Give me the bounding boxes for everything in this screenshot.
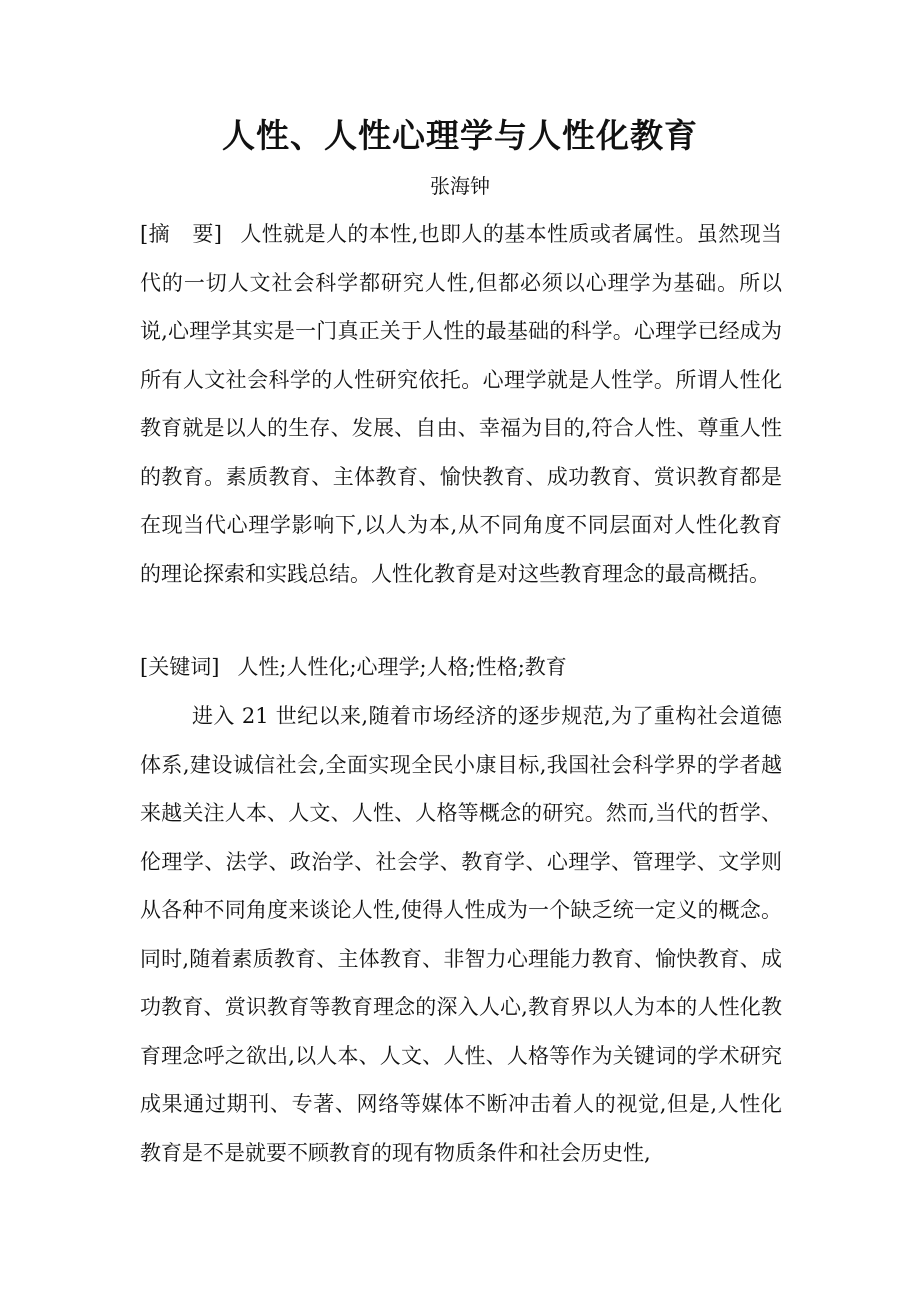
body-paragraph: 进入 21 世纪以来,随着市场经济的逐步规范,为了重构社会道德体系,建设诚信社会,全面实现全民小康目标,我国社会科学界的学者越来越关注人本、人文、人性、人格等概念的研究。然而,当代的哲学、伦理学、法学、政治学、社会学、教育学、心理学、管理学、文学则从各种不同角度来谈论人性,使得人性成为一个缺乏统一定义的概念。同时,随着素质教育、主体教育、非智力心理能力教育、愉快教育、成功教育、赏识教育等教育理念的深入人心,教育界以人为本的人性化教育理念呼之欲出,以人本、人文、人性、人格等作为关键词的学术研究成果通过期刊、专著、网络等媒体不断冲击着人的视觉,但是,人性化教育是不是就要不顾教育的现有物质条件和社会历史性,: [140, 704, 782, 1165]
document-title: 人性、人性心理学与人性化教育: [222, 116, 698, 155]
abstract-label-close: 要]: [192, 222, 222, 246]
abstract-label-open: [摘: [140, 222, 170, 246]
abstract-paragraph: [140, 210, 782, 598]
author-name: 张海钟: [430, 174, 490, 198]
keywords-text: 人性;人性化;心理学;人格;性格;教育: [237, 655, 567, 679]
abstract-text: 人性就是人的本性,也即人的基本性质或者属性。虽然现当代的一切人文社会科学都研究人性,但都必须以心理学为基础。所以说,心理学其实是一门真正关于人性的最基础的科学。心理学已经成为所有人文社会科学的人性研究依托。心理学就是人性学。所谓人性化教育就是以人的生存、发展、自由、幸福为目的,符合人性、尊重人性的教育。素质教育、主体教育、愉快教育、成功教育、赏识教育都是在现当代心理学影响下,以人为本,从不同角度不同层面对人性化教育的理论探索和实践总结。人性化教育是对这些教育理念的最高概括。: [140, 222, 782, 586]
keywords-line: [140, 643, 782, 692]
keywords-label: [关键词]: [140, 655, 220, 679]
